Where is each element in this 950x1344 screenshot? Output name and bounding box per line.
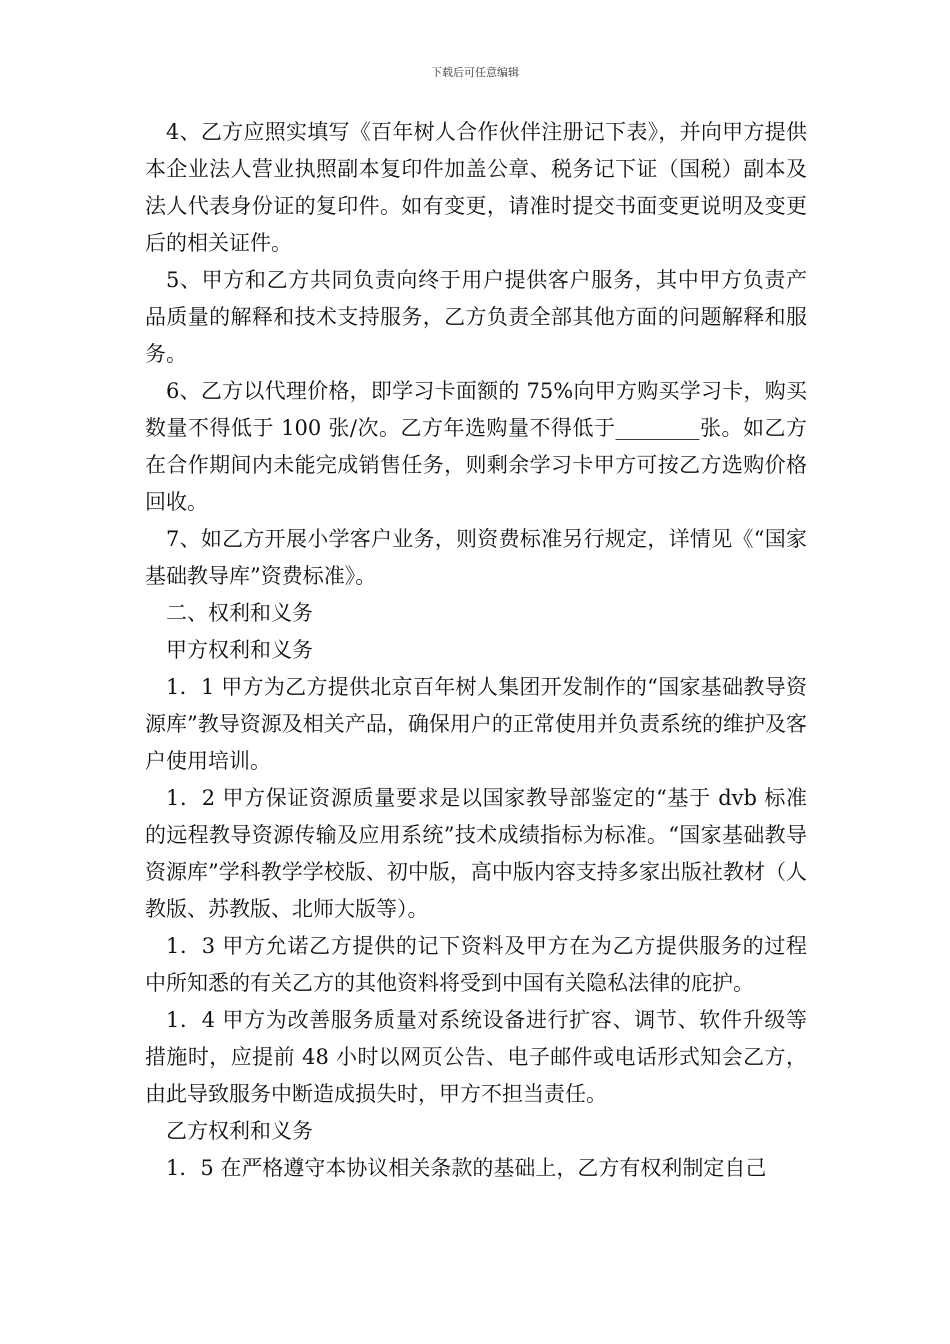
- clause-1-2-paragraph: 1．2 甲方保证资源质量要求是以国家教导部鉴定的“基于 dvb 标准的远程教导资源传输及应用系统”技术成绩指标为标准。“国家基础教导资源库”学科教学学校版、初中版，高中版内容支持多家出版社教材（人教版、苏教版、北师大版等）。: [145, 786, 807, 921]
- clause-6-paragraph: 6、乙方以代理价格，即学习卡面额的 75%向甲方购买学习卡，购买数量不得低于 100 张/次。乙方年选购量不得低于________张。如乙方在合作期间内未能完成销售任务，则剩余学习卡甲方可按乙方选购价格回收。: [145, 379, 807, 514]
- clause-1-1-paragraph: 1．1 甲方为乙方提供北京百年树人集团开发制作的“国家基础教导资源库”教导资源及相关产品，确保用户的正常使用并负责系统的维护及客户使用培训。: [145, 675, 807, 773]
- clause-7-paragraph: 7、如乙方开展小学客户业务，则资费标准另行规定，详情见《“国家基础教导库”资费标准》。: [145, 527, 807, 588]
- clause-4-paragraph: 4、乙方应照实填写《百年树人合作伙伴注册记下表》，并向甲方提供本企业法人营业执照副本复印件加盖公章、税务记下证（国税）副本及法人代表身份证的复印件。如有变更，请准时提交书面变更说明及变更后的相关证件。: [145, 120, 807, 255]
- clause-1-4-paragraph: 1．4 甲方为改善服务质量对系统设备进行扩容、调节、软件升级等措施时，应提前 48 小时以网页公告、电子邮件或电话形式知会乙方，由此导致服务中断造成损失时，甲方不担当责任。: [145, 1008, 807, 1106]
- section-heading-rights-obligations: 二、权利和义务: [166, 601, 313, 625]
- subheading-party-a: 甲方权利和义务: [166, 638, 313, 662]
- page-header: 下载后可任意编辑: [431, 66, 519, 79]
- clause-1-3-paragraph: 1．3 甲方允诺乙方提供的记下资料及甲方在为乙方提供服务的过程中所知悉的有关乙方的其他资料将受到中国有关隐私法律的庇护。: [145, 934, 807, 995]
- subheading-party-b: 乙方权利和义务: [166, 1119, 313, 1143]
- document-body: [145, 114, 807, 1187]
- clause-5-paragraph: 5、甲方和乙方共同负责向终于用户提供客户服务，其中甲方负责产品质量的解释和技术支持服务，乙方负责全部其他方面的问题解释和服务。: [145, 268, 807, 366]
- clause-1-5-paragraph: 1．5 在严格遵守本协议相关条款的基础上，乙方有权利制定自己: [166, 1156, 767, 1180]
